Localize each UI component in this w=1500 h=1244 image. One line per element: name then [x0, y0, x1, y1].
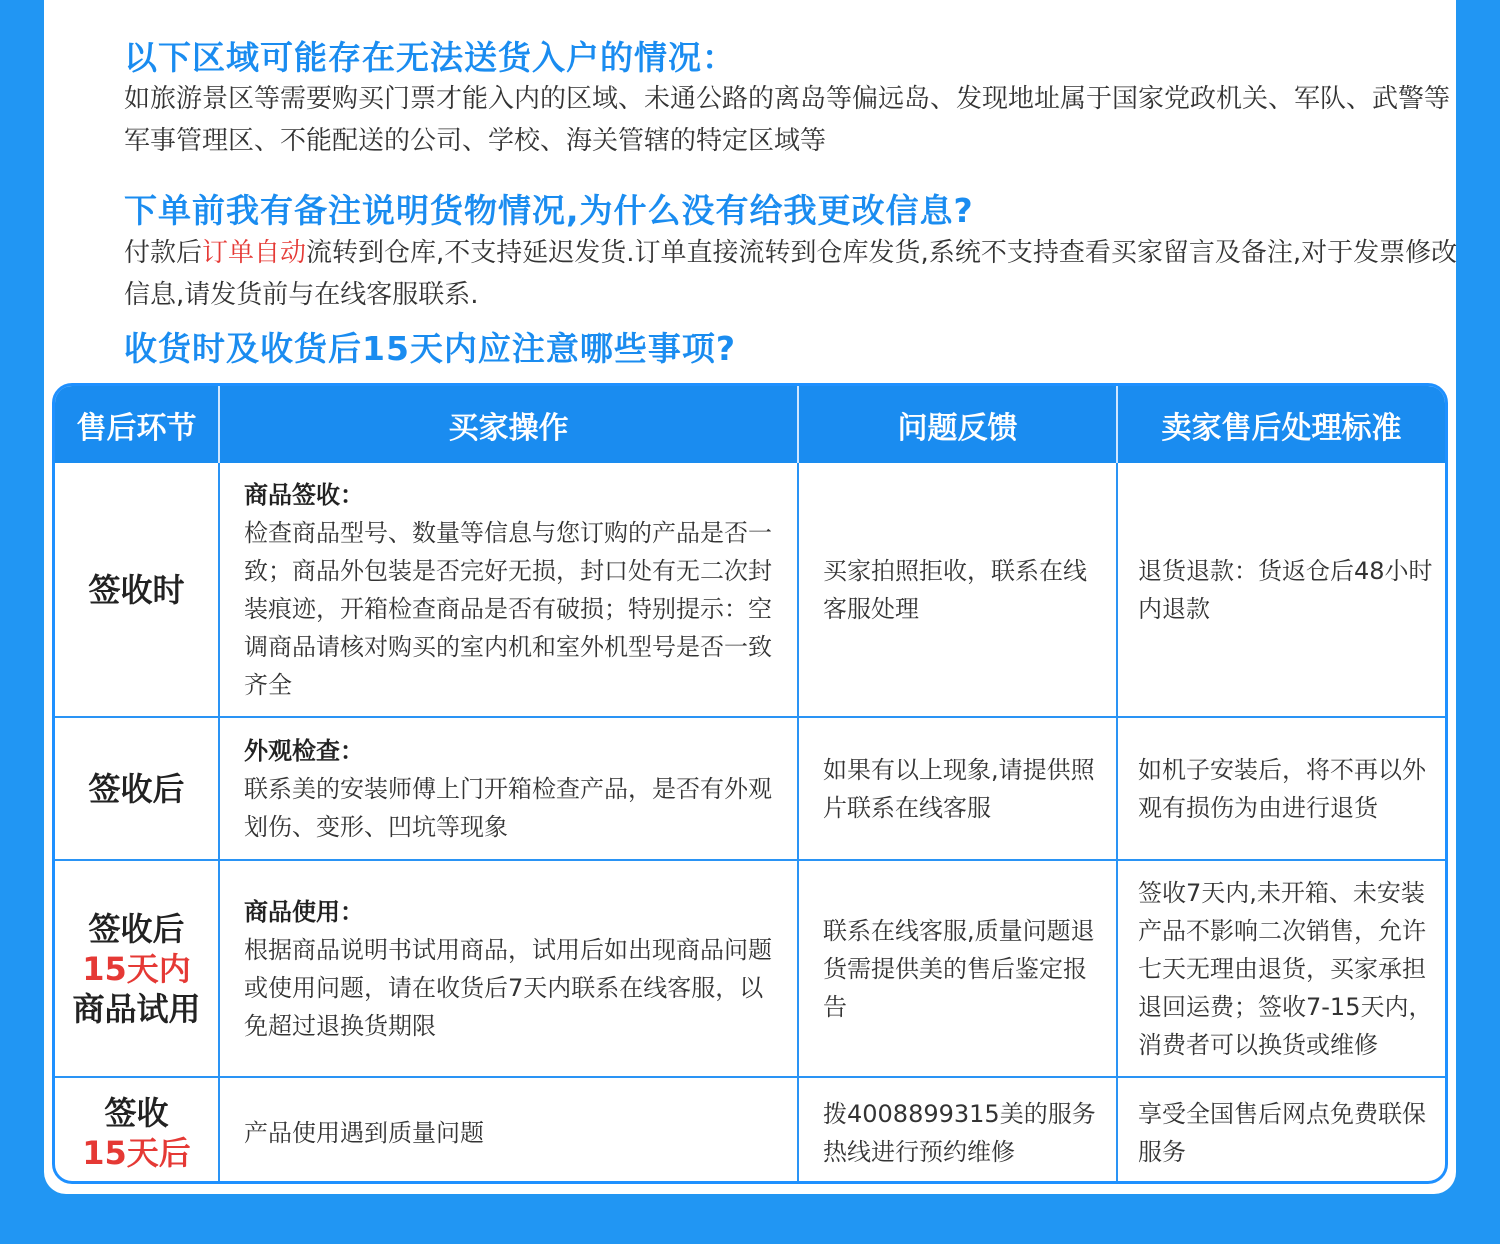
- operation-text: 联系美的安装师傅上门开箱检查产品，是否有外观划伤、变形、凹坑等现象: [244, 774, 772, 841]
- operation-title: 商品签收：: [244, 480, 364, 509]
- standard-cell: 签收7天内,未开箱、未安装产品不影响二次销售，允许七天无理由退货，买家承担退回运费；签收7-15天内，消费者可以换货或维修: [1117, 860, 1445, 1077]
- order-note-text: [124, 232, 1474, 316]
- stage-label: 签收时: [88, 570, 185, 609]
- table-row: [55, 717, 1445, 860]
- stage-label-extra: 商品试用: [72, 989, 201, 1028]
- receipt-notes-heading: 收货时及收货后15天内应注意哪些事项?: [124, 329, 737, 368]
- buyer-operation-cell: [219, 717, 798, 860]
- operation-title: 外观检查：: [244, 736, 364, 765]
- standard-cell: 享受全国售后网点免费联保服务: [1138, 1099, 1426, 1166]
- header-buyer-operation: 买家操作: [219, 386, 798, 463]
- header-feedback: 问题反馈: [798, 386, 1117, 463]
- stage-label: 签收后: [88, 909, 185, 948]
- header-seller-standard: 卖家售后处理标准: [1117, 386, 1445, 463]
- standard-cell: 退货退款：货返仓后48小时内退款: [1117, 463, 1445, 717]
- delivery-restriction-text: 如旅游景区等需要购买门票才能入内的区域、未通公路的离岛等偏远岛、发现地址属于国家党政机关、军队、武警等军事管理区、不能配送的公司、学校、海关管辖的特定区域等: [124, 84, 1451, 156]
- operation-text: 产品使用遇到质量问题: [244, 1118, 484, 1147]
- header-stage: 售后环节: [55, 386, 219, 463]
- order-note-text-before: 付款后: [124, 238, 203, 268]
- after-sales-table: [52, 383, 1448, 1184]
- stage-cell: [55, 860, 219, 1077]
- feedback-cell: 买家拍照拒收，联系在线客服处理: [798, 463, 1117, 717]
- stage-cell: [55, 463, 219, 717]
- table-header-row: [55, 386, 1445, 463]
- table-row: [55, 463, 1445, 717]
- delivery-restriction-heading: 以下区域可能存在无法送货入户的情况：: [124, 38, 736, 77]
- stage-label: 签收后: [88, 769, 185, 808]
- buyer-operation-cell: [219, 860, 798, 1077]
- operation-title: 商品使用：: [244, 897, 364, 926]
- feedback-cell: 如果有以上现象,请提供照片联系在线客服: [798, 717, 1117, 860]
- stage-label: 签收: [104, 1093, 169, 1132]
- table-row: [55, 1077, 1445, 1184]
- operation-text: 根据商品说明书试用商品，试用后如出现商品问题或使用问题，请在收货后7天内联系在线客服，以免超过退换货期限: [244, 935, 772, 1040]
- buyer-operation-cell: [219, 463, 798, 717]
- buyer-operation-cell: [219, 1077, 798, 1184]
- stage-label-red: 15天内: [82, 949, 191, 988]
- feedback-cell: 联系在线客服,质量问题退货需提供美的售后鉴定报告: [798, 860, 1117, 1077]
- stage-cell: [55, 717, 219, 860]
- order-note-text-highlight: 订单自动: [202, 238, 307, 268]
- stage-label-red: 15天后: [82, 1133, 191, 1172]
- stage-cell: [55, 1077, 219, 1184]
- operation-text: 检查商品型号、数量等信息与您订购的产品是否一致；商品外包装是否完好无损，封口处有无二次封装痕迹，开箱检查商品是否有破损；特别提示：空调商品请核对购买的室内机和室外机型号是否一致齐全: [244, 518, 772, 699]
- order-note-text-after: 流转到仓库,不支持延迟发货.订单直接流转到仓库发货,系统不支持查看买家留言及备注,对于发票修改信息,请发货前与在线客服联系.: [124, 238, 1458, 310]
- order-note-heading: 下单前我有备注说明货物情况,为什么没有给我更改信息?: [124, 191, 974, 230]
- standard-cell: 如机子安装后，将不再以外观有损伤为由进行退货: [1117, 717, 1445, 860]
- table-row: [55, 860, 1445, 1077]
- feedback-cell: 拨4008899315美的服务热线进行预约维修: [798, 1077, 1117, 1184]
